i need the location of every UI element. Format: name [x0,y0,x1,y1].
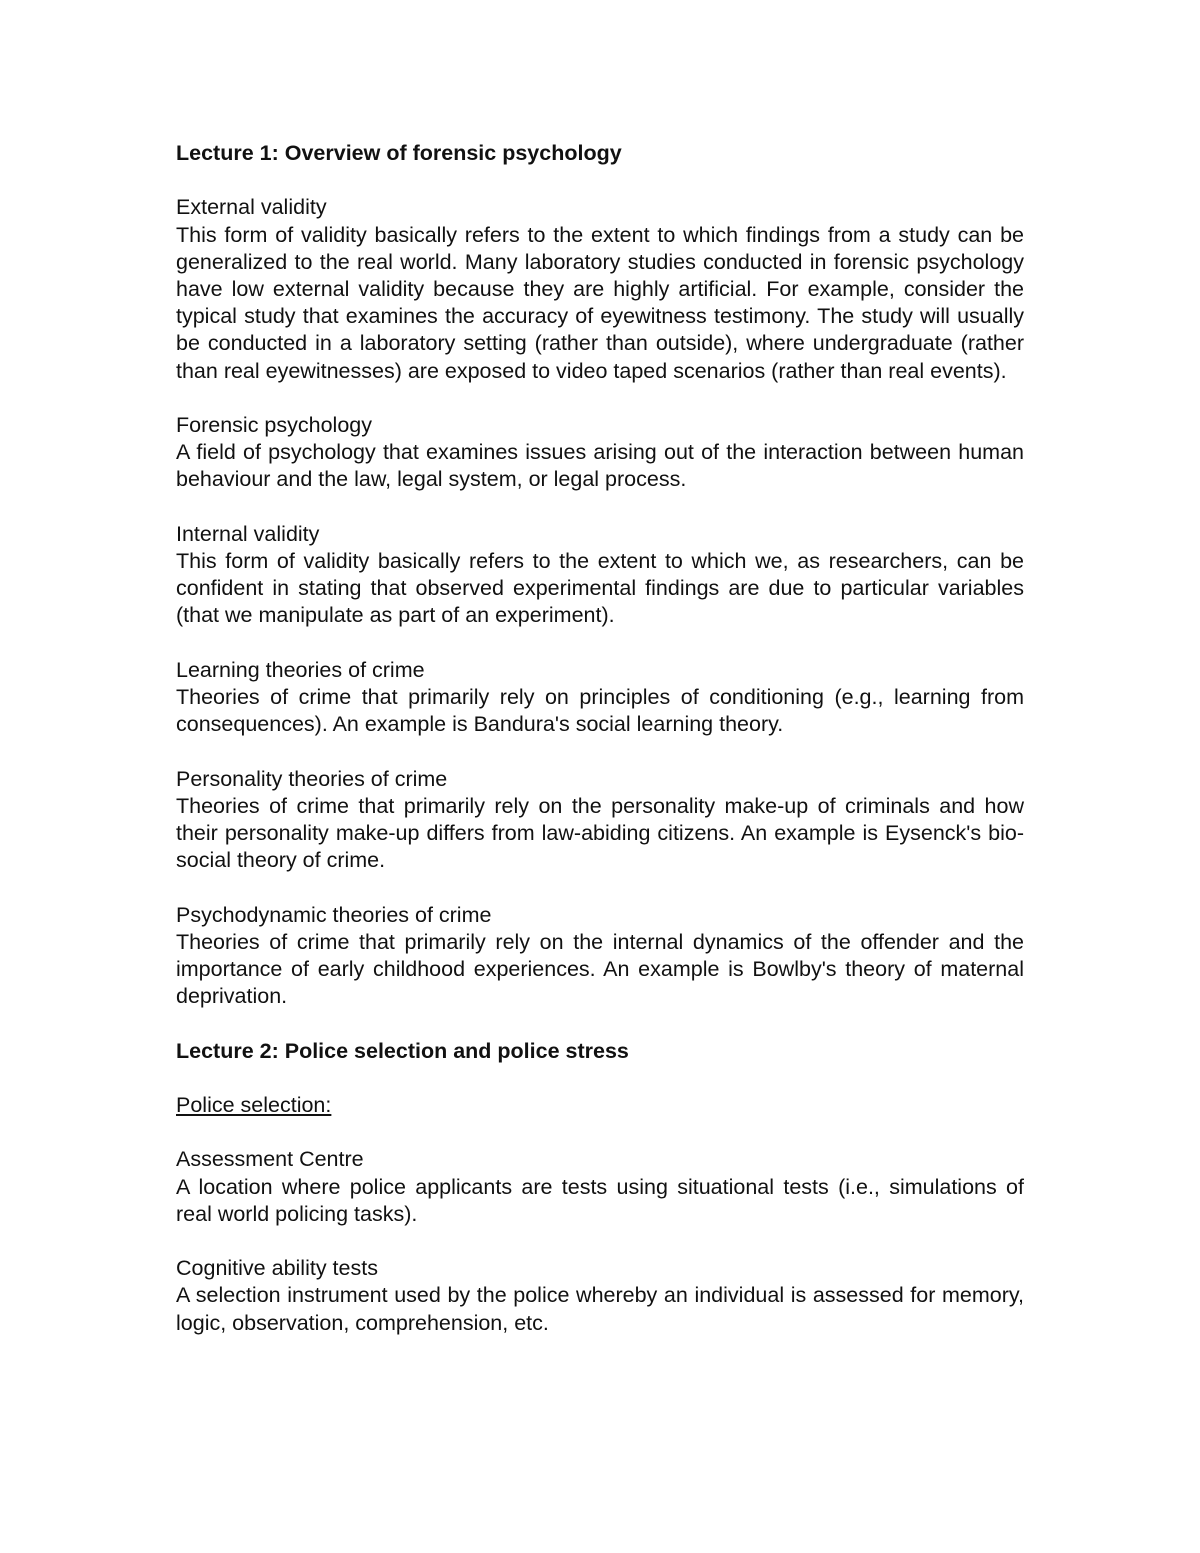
glossary-entry-forensic-psychology [176,412,1024,494]
glossary-entry-assessment-centre [176,1146,1024,1228]
definition-personality-theories: Theories of crime that primarily rely on the personality make-up of criminals and how their personality make-up differs from law-abiding citizens. An example is Eysenck's bio-social theory of crime. [176,793,1024,873]
term-assessment-centre: Assessment Centre [176,1147,364,1172]
section-heading-police-selection: Police selection: [176,1092,332,1117]
term-personality-theories: Personality theories of crime [176,766,448,791]
glossary-entry-internal-validity [176,521,1024,630]
term-forensic-psychology: Forensic psychology [176,413,372,437]
term-internal-validity: Internal validity [176,521,320,546]
glossary-entry-learning-theories [176,657,1024,739]
definition-psychodynamic-theories: Theories of crime that primarily rely on the internal dynamics of the offender and the importance of early childhood experiences. An example is Bowlby's theory of maternal deprivation. [176,929,1024,1009]
glossary-entry-external-validity [176,194,1024,384]
definition-cognitive-ability-tests: A selection instrument used by the police whereby an individual is assessed for memory, logic, observation, comprehension, etc. [176,1283,1024,1335]
document-page [176,140,1024,1364]
definition-forensic-psychology: A field of psychology that examines issues arising out of the interaction between human behaviour and the law, legal system, or legal process. [176,440,1024,492]
lecture-1-heading: Lecture 1: Overview of forensic psychology [176,141,622,165]
term-external-validity: External validity [176,195,327,220]
term-cognitive-ability-tests: Cognitive ability tests [176,1256,378,1281]
glossary-entry-psychodynamic-theories [176,902,1024,1011]
term-learning-theories: Learning theories of crime [176,657,425,682]
term-psychodynamic-theories: Psychodynamic theories of crime [176,902,492,927]
glossary-entry-cognitive-ability-tests [176,1255,1024,1337]
glossary-entry-personality-theories [176,766,1024,875]
lecture-2-heading: Lecture 2: Police selection and police stress [176,1038,629,1063]
definition-assessment-centre: A location where police applicants are tests using situational tests (i.e., simulations of real world policing tasks). [176,1174,1024,1226]
definition-internal-validity: This form of validity basically refers to the extent to which we, as researchers, can be confident in stating that observed experimental findings are due to particular variables (that we manipulate as part of an experiment). [176,549,1024,628]
definition-learning-theories: Theories of crime that primarily rely on principles of conditioning (e.g., learning from consequences). An example is Bandura's social learning theory. [176,685,1024,737]
definition-external-validity: This form of validity basically refers to the extent to which findings from a study can be generalized to the real world. Many laboratory studies conducted in forensic psychology have low external validity because they are highly artificial. For example, consider the typical study that examines the accuracy of eyewitness testimony. The study will usually be conducted in a laboratory setting (rather than outside), where undergraduate (rather than real eyewitnesses) are exposed to video taped scenarios (rather than real events). [176,222,1024,383]
